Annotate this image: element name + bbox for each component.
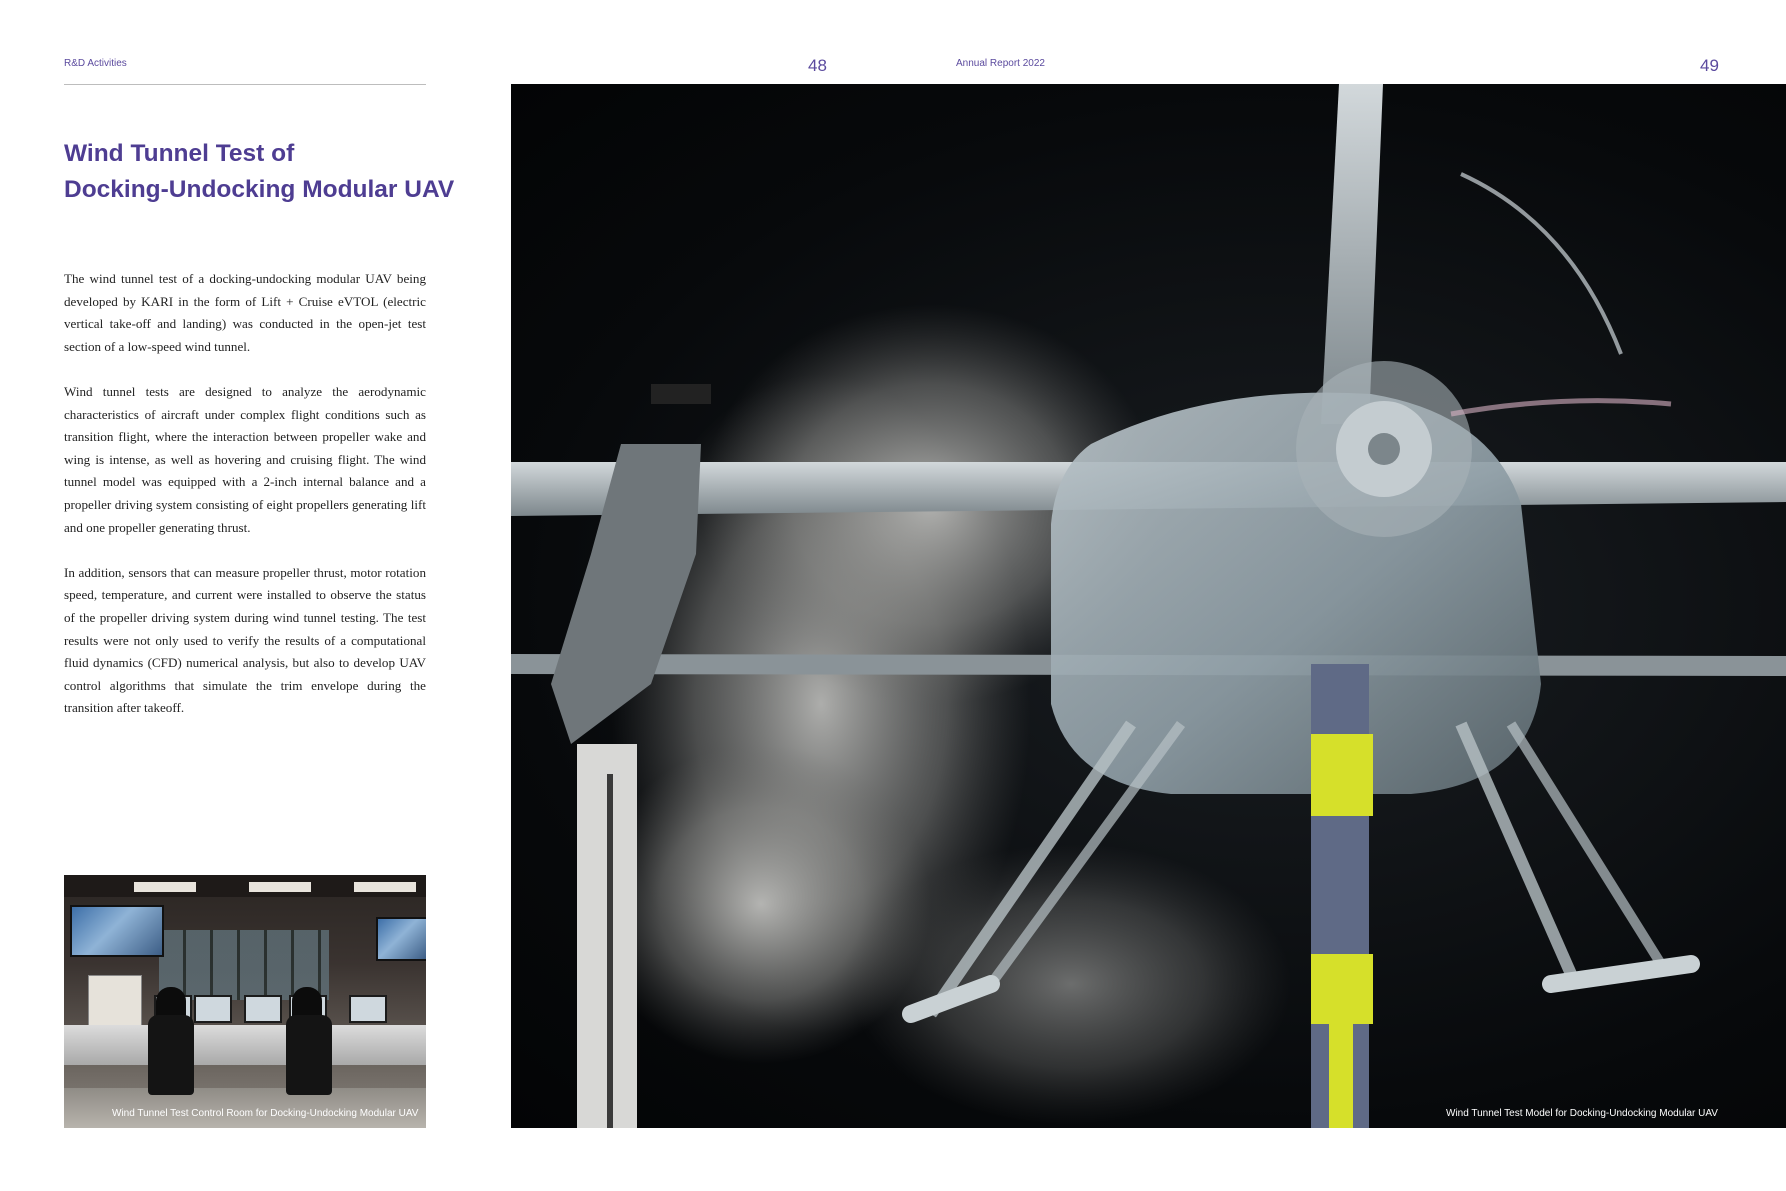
uav-illustration (511, 84, 1786, 1128)
control-room-photo (64, 875, 426, 1128)
article-title (64, 136, 464, 208)
propeller-blade-streak (1461, 174, 1621, 354)
yellow-tape (1311, 954, 1373, 1024)
yellow-tape (1329, 1024, 1353, 1128)
video-wall-screen (376, 917, 426, 961)
paragraph-1: The wind tunnel test of a docking-undocking modular UAV being developed by KARI in the form of Lift + Cruise eVTOL (electric vertical take-off and landing) was conducted in the open-jet test section of a low-speed wind tunnel. (64, 271, 426, 354)
article-body (64, 268, 426, 742)
header-rule (64, 84, 426, 85)
desk-monitor (244, 995, 282, 1023)
landing-gear-strut (1461, 724, 1571, 974)
report-label: Annual Report 2022 (956, 58, 1045, 69)
page-number-right: 49 (1700, 56, 1719, 75)
control-panel (88, 975, 142, 1032)
page-number-left: 48 (808, 56, 827, 75)
title-line-1: Wind Tunnel Test of (64, 140, 295, 167)
yellow-tape (1311, 734, 1373, 816)
ceiling-light (354, 882, 416, 892)
section-label: R&D Activities (64, 58, 127, 69)
ceiling-light (134, 882, 196, 892)
desk-monitor (194, 995, 232, 1023)
ceiling-light (249, 882, 311, 892)
title-line-2: Docking-Undocking Modular UAV (64, 176, 455, 203)
chair (286, 1015, 332, 1095)
chair (148, 1015, 194, 1095)
spinner (1368, 433, 1400, 465)
lift-rotor (651, 384, 711, 404)
model-caption: Wind Tunnel Test Model for Docking-Undocking Modular UAV (1446, 1108, 1718, 1119)
paragraph-2: Wind tunnel tests are designed to analyze the aerodynamic characteristics of aircraft under complex flight conditions such as transition flight, where the interaction between propeller wake and wing is intense, as well as hovering and cruising flight. The wind tunnel model was equipped with a 2-inch internal balance and a propeller driving system consisting of eight propellers generating lift and one propeller generating thrust. (64, 383, 426, 535)
desk-monitor (349, 995, 387, 1023)
console-desk (64, 1025, 426, 1065)
propeller-blade-streak (1451, 401, 1671, 414)
control-room-caption: Wind Tunnel Test Control Room for Docking-Undocking Modular UAV (112, 1108, 419, 1119)
video-wall-screen (70, 905, 164, 957)
paragraph-3: In addition, sensors that can measure propeller thrust, motor rotation speed, temperature, and current were installed to observe the status of the propeller driving system during wind tunnel testing. The test results were not only used to verify the results of a computational fluid dynamics (CFD) numerical analysis, but also to develop UAV control algorithms that simulate the trim envelope during the transition after takeoff. (64, 564, 426, 716)
uav-model-photo (511, 84, 1786, 1128)
landing-gear-strut (1511, 724, 1661, 964)
support-strut-cable (607, 774, 613, 1128)
